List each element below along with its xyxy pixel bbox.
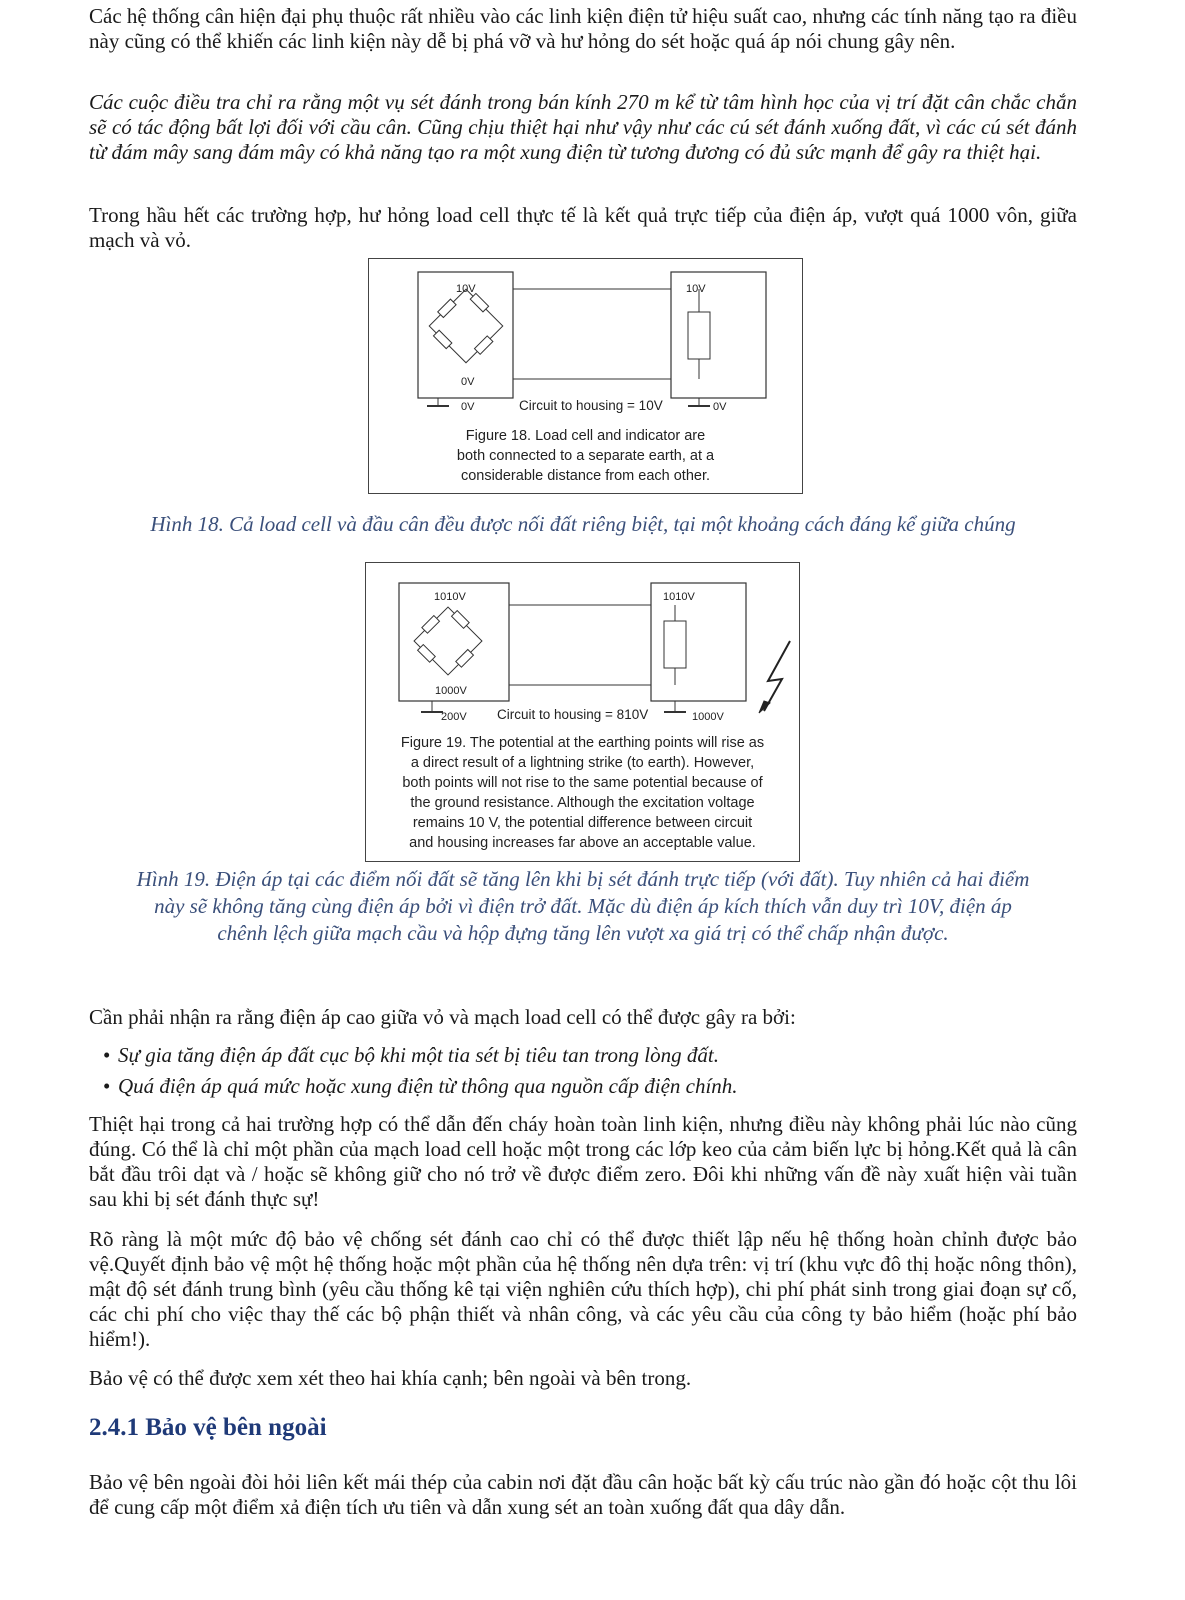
fig19-bridge-bottom-label: 1000V (435, 685, 467, 697)
fig19-left-top-label: 1010V (434, 591, 466, 603)
fig19-right-ground-label: 1000V (692, 711, 724, 723)
wheatstone-bridge-icon (408, 601, 487, 680)
list-item: • Quá điện áp quá mức hoặc xung điện từ thông qua nguồn cấp điện chính. (103, 1074, 738, 1098)
fig18-left-ground-label: 0V (461, 401, 475, 413)
paragraph-high-voltage-causes: Cần phải nhận ra rằng điện áp cao giữa vỏ và mạch load cell có thể được gây ra bởi: (89, 1005, 796, 1029)
paragraph-external-protection: Bảo vệ bên ngoài đòi hỏi liên kết mái thép của cabin nơi đặt đầu cân hoặc bất kỳ cấu trúc nào gần đó hoặc cột thu lôi để cung cấp một điểm xả điện tích ưu tiên và dẫn xung sét an toàn xuống đất qua dây dẫn. (89, 1470, 1077, 1519)
paragraph-damage-cause: Trong hầu hết các trường hợp, hư hỏng load cell thực tế là kết quả trực tiếp của điện áp, vượt quá 1000 vôn, giữa mạch và vỏ. (89, 203, 1077, 252)
cause-list (103, 1040, 1063, 1102)
fig18-right-top-label: 10V (686, 283, 706, 295)
fig18-circuit-label: Circuit to housing = 10V (519, 398, 663, 413)
figure-19-vietnamese-caption: Hình 19. Điện áp tại các điểm nối đất sẽ tăng lên khi bị sét đánh trực tiếp (với đất). Tuy nhiên cả hai điểm này sẽ không tăng cùng điện áp bởi vì điện trở đất. Mặc dù điện áp kích thích vẫn duy trì 10V, điện áp chênh lệch giữa mạch cầu và hộp đựng tăng lên vượt xa giá trị có thể chấp nhận được. (136, 867, 1030, 945)
fig18-left-top-label: 10V (456, 283, 476, 295)
section-heading-external-protection: 2.4.1 Bảo vệ bên ngoài (89, 1414, 327, 1441)
resistor-icon (688, 312, 710, 359)
paragraph-intro: Các hệ thống cân hiện đại phụ thuộc rất nhiều vào các linh kiện điện tử hiệu suất cao, nhưng các tính năng tạo ra điều này cũng có thể khiến các linh kiện này dễ bị phá vỡ và hư hỏng do sét hoặc quá áp nói chung gây nên. (89, 4, 1077, 53)
fig19-left-ground-label: 200V (441, 711, 467, 723)
figure-19 (365, 562, 800, 862)
figure-18-caption: Figure 18. Load cell and indicator are both connected to a separate earth, at a considerable distance from each other. (456, 428, 715, 484)
wheatstone-bridge-icon (424, 284, 509, 369)
fig19-right-top-label: 1010V (663, 591, 695, 603)
fig19-circuit-label: Circuit to housing = 810V (497, 707, 649, 722)
list-item: • Sự gia tăng điện áp đất cục bộ khi một tia sét bị tiêu tan trong lòng đất. (103, 1043, 719, 1067)
figure-18 (368, 258, 803, 494)
lightning-bolt-icon (759, 641, 790, 713)
figure-18-vietnamese-caption: Hình 18. Cả load cell và đầu cân đều được nối đất riêng biệt, tại một khoảng cách đáng kể giữa chúng (150, 512, 1016, 536)
paragraph-protection-decision: Rõ ràng là một mức độ bảo vệ chống sét đánh cao chỉ có thể được thiết lập nếu hệ thống hoàn chỉnh được bảo vệ.Quyết định bảo vệ một hệ thống hoặc một phần của hệ thống nên dựa trên: vị trí (khu vực đô thị hoặc nông thôn), mật độ sét đánh trung bình (yêu cầu thống kê tại viện nghiên cứu thích hợp), chi phí phát sinh trong giai đoạn sự cố, các chi phí cho việc thay thế các bộ phận thiết và nhân công, và các yêu cầu của công ty bảo hiểm (hoặc phí bảo hiểm!). (89, 1227, 1077, 1351)
fig18-right-ground-label: 0V (713, 401, 727, 413)
paragraph-damage-effects: Thiệt hại trong cả hai trường hợp có thể dẫn đến cháy hoàn toàn linh kiện, nhưng điều này không phải lúc nào cũng đúng. Có thể là chỉ một phần của mạch load cell hoặc một trong các lớp keo của cảm biến lực bị hỏng.Kết quả là cân bắt đầu trôi dạt và / hoặc sẽ không giữ cho nó trở về được điểm zero. Đôi khi những vấn đề này xuất hiện vài tuần sau khi bị sét đánh thực sự! (89, 1112, 1077, 1211)
paragraph-protection-aspects: Bảo vệ có thể được xem xét theo hai khía cạnh; bên ngoài và bên trong. (89, 1366, 692, 1390)
fig18-bridge-bottom-label: 0V (461, 376, 475, 388)
paragraph-investigation: Các cuộc điều tra chỉ ra rằng một vụ sét đánh trong bán kính 270 m kể từ tâm hình học của vị trí đặt cân chắc chắn sẽ có tác động bất lợi đối với cầu cân. Cũng chịu thiệt hại như vậy như các cú sét đánh xuống đất, vì các cú sét đánh từ đám mây sang đám mây có khả năng tạo ra một xung điện từ tương đương có đủ sức mạnh để gây ra thiệt hại. (89, 90, 1077, 164)
figure-19-caption: Figure 19. The potential at the earthing points will rise as a direct result of a lightning strike (to earth). However, both points will not rise to the same potential because of the ground resistance. Although the excitation voltage remains 10 V, the potential difference between circuit and housing increases far above an acceptable value. (400, 735, 765, 851)
resistor-icon (664, 621, 686, 668)
